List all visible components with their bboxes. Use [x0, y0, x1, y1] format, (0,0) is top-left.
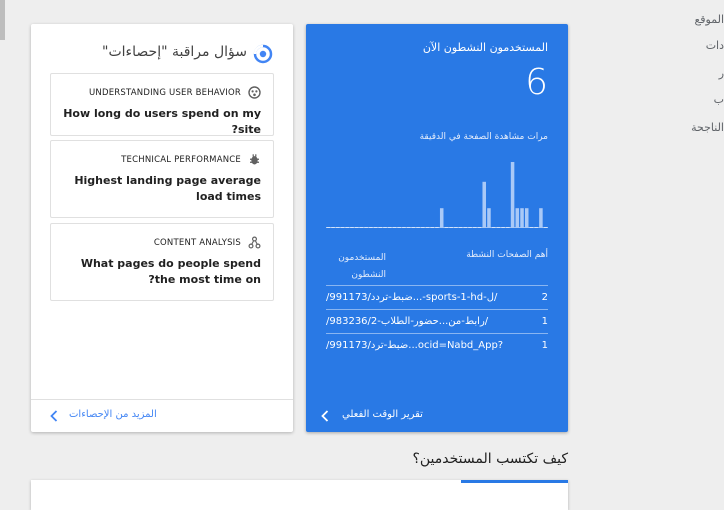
side-nav [628, 0, 724, 160]
active-users-header: المستخدمون النشطون [338, 253, 386, 280]
insight-card-user-behavior[interactable] [50, 73, 274, 136]
chart-bar [331, 227, 335, 228]
chart-bar [497, 227, 501, 228]
chart-bar [468, 227, 472, 228]
chart-bar [520, 208, 524, 228]
side-nav-item[interactable]: دات [705, 39, 724, 52]
table-row[interactable] [326, 285, 548, 310]
content-analysis-icon [248, 236, 261, 249]
chart-bar [374, 227, 378, 228]
chart-bar [506, 227, 510, 228]
chart-bar [383, 227, 387, 228]
insight-question: What pages do people spend the most time on? [80, 257, 261, 286]
user-behavior-icon [248, 86, 261, 99]
insight-question: Highest landing page average load times [74, 174, 261, 203]
chart-bar [478, 227, 482, 228]
chart-bar [355, 227, 359, 228]
insight-question: How long do users spend on my site? [63, 107, 261, 136]
pageviews-chart-label: مرات مشاهدة الصفحة في الدقيقة [419, 132, 548, 142]
chevron-left-icon[interactable] [320, 409, 330, 423]
chart-bar [435, 227, 439, 228]
chart-bar [539, 208, 543, 228]
chart-bar [397, 227, 401, 228]
chart-bar [407, 227, 411, 228]
chart-bar [341, 227, 345, 228]
bug-icon [248, 153, 261, 166]
insights-title: سؤال مراقبة "إحصاءات" [102, 44, 247, 60]
chart-bar [525, 208, 529, 228]
chart-bar [464, 227, 468, 228]
side-nav-item[interactable]: الناجحة [691, 121, 724, 134]
chart-bar [379, 227, 383, 228]
insights-header [31, 40, 293, 68]
active-tab-indicator [461, 480, 568, 483]
row-count: 1 [541, 340, 548, 351]
chart-bar [345, 227, 349, 228]
chart-bar [492, 227, 496, 228]
chart-bar [487, 208, 491, 228]
chart-bar [426, 227, 430, 228]
side-nav-item[interactable]: ب [713, 93, 724, 106]
chart-bar [336, 227, 340, 228]
chart-bar [393, 227, 397, 228]
chart-bar [516, 208, 520, 228]
row-count: 2 [541, 292, 548, 303]
chevron-left-icon[interactable] [49, 409, 59, 423]
insight-card-technical-performance[interactable] [50, 140, 274, 218]
realtime-report-link[interactable]: تقرير الوقت الفعلي [342, 409, 423, 420]
insights-card [31, 24, 293, 432]
insight-category: CONTENT ANALYSIS [153, 238, 241, 248]
insights-logo-icon [253, 44, 273, 64]
chart-bar [431, 227, 435, 228]
chart-bar [421, 227, 425, 228]
table-row[interactable] [326, 309, 548, 334]
more-insights-link[interactable]: المزيد من الإحصاءات [69, 409, 157, 420]
chart-bar [473, 227, 477, 228]
chart-bar [350, 227, 354, 228]
realtime-title: المستخدمون النشطون الآن [422, 41, 548, 54]
insight-category: TECHNICAL PERFORMANCE [121, 155, 241, 165]
table-row[interactable] [326, 333, 548, 358]
active-users-count: 6 [525, 62, 548, 103]
chart-bar [369, 227, 373, 228]
realtime-card [306, 24, 568, 432]
side-nav-item[interactable]: الموقع [694, 13, 724, 26]
chart-bar [454, 227, 458, 228]
row-page-path[interactable]: /991173/ضبط-تردد...-sports-1-hd-ل/ [326, 292, 498, 303]
insight-card-content-analysis[interactable] [50, 223, 274, 301]
side-nav-item[interactable]: ر [718, 67, 724, 80]
chart-bar [511, 162, 515, 228]
chart-bar [544, 227, 548, 228]
chart-bar [449, 227, 453, 228]
page-scrollbar[interactable] [0, 0, 5, 40]
insight-category: UNDERSTANDING USER BEHAVIOR [89, 88, 241, 98]
chart-bar [364, 227, 368, 228]
chart-bar [412, 227, 416, 228]
chart-bar [501, 227, 505, 228]
pageviews-per-minute-chart [326, 148, 548, 228]
realtime-footer[interactable] [306, 400, 568, 432]
chart-bar [534, 227, 538, 228]
chart-bar [416, 227, 420, 228]
chart-bar [360, 227, 364, 228]
row-count: 1 [541, 316, 548, 327]
chart-bar [445, 227, 449, 228]
top-pages-header: أهم الصفحات النشطة [466, 250, 548, 260]
chart-bar [459, 227, 463, 228]
chart-bar [482, 182, 486, 228]
section-heading: كيف تكتسب المستخدمين؟ [412, 451, 568, 467]
chart-bar [440, 208, 444, 228]
chart-bar [327, 227, 331, 228]
row-page-path[interactable]: /983236/رابط-من...حضور-الطلاب-2/ [326, 316, 489, 327]
chart-bar [402, 227, 406, 228]
chart-bar [388, 227, 392, 228]
chart-bar [530, 227, 534, 228]
acquisition-card [31, 480, 568, 510]
insights-footer[interactable] [31, 399, 293, 432]
row-page-path[interactable]: /991173/ضبط-ترد...ocid=Nabd_App? [326, 340, 504, 351]
